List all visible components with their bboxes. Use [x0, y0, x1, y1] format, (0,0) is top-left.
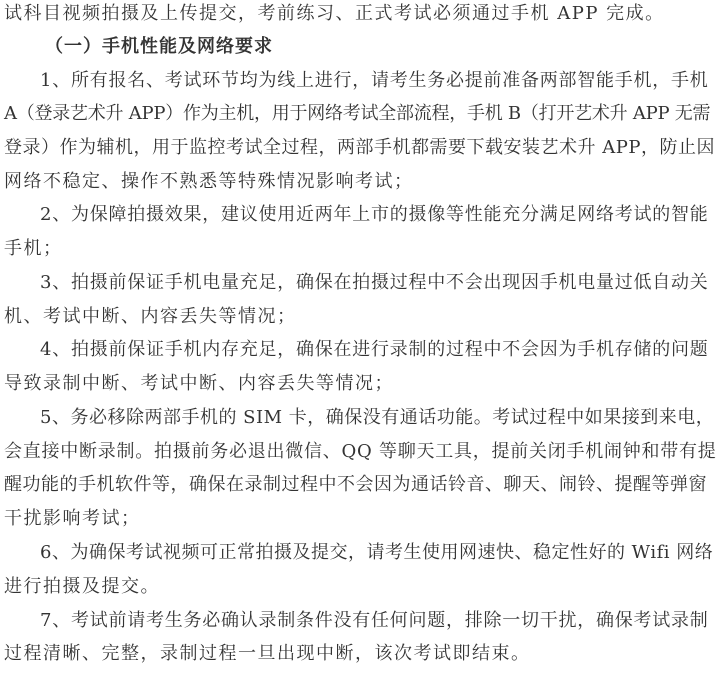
paragraph-4-line-2: 导致录制中断、考试中断、内容丢失等情况；	[4, 373, 394, 394]
section-heading: （一）手机性能及网络要求	[45, 36, 273, 57]
paragraph-1-line-4: 网络不稳定、操作不熟悉等特殊情况影响考试；	[4, 171, 414, 192]
text-line-intro: 试科目视频拍摄及上传提交，考前练习、正式考试必须通过手机 APP 完成。	[4, 3, 665, 24]
paragraph-6-line-2: 进行拍摄及提交。	[4, 576, 160, 597]
paragraph-5-line-2: 会直接中断录制。拍摄前务必退出微信、QQ 等聊天工具，提前关闭手机闹钟和带有提	[4, 441, 717, 462]
paragraph-3-line-2: 机、考试中断、内容丢失等情况；	[4, 306, 297, 327]
paragraph-2-line-1: 2、为保障拍摄效果，建议使用近两年上市的摄像等性能充分满足网络考试的智能	[40, 204, 709, 225]
paragraph-2-line-2: 手机；	[4, 238, 63, 259]
paragraph-1-line-2: A（登录艺术升 APP）作为主机，用于网络考试全部流程，手机 B（打开艺术升 APP 无需	[4, 103, 711, 124]
paragraph-3-line-1: 3、拍摄前保证手机电量充足，确保在拍摄过程中不会出现因手机电量过低自动关	[40, 272, 709, 293]
paragraph-4-line-1: 4、拍摄前保证手机内存充足，确保在进行录制的过程中不会因为手机存储的问题	[40, 339, 709, 360]
paragraph-5-line-4: 干扰影响考试；	[4, 508, 141, 529]
paragraph-7-line-2: 过程清晰、完整，录制过程一旦出现中断，该次考试即结束。	[4, 643, 531, 664]
paragraph-7-line-1: 7、考试前请考生务必确认录制条件没有任何问题，排除一切干扰，确保考试录制	[40, 610, 709, 631]
paragraph-5-line-3: 醒功能的手机软件等，确保在录制过程中不会因为通话铃音、聊天、闹铃、提醒等弹窗	[4, 474, 707, 495]
paragraph-6-line-1: 6、为确保考试视频可正常拍摄及提交，请考生使用网速快、稳定性好的 Wifi 网络	[40, 542, 714, 563]
paragraph-1-line-1: 1、所有报名、考试环节均为线上进行，请考生务必提前准备两部智能手机，手机	[40, 70, 709, 91]
paragraph-5-line-1: 5、务必移除两部手机的 SIM 卡，确保没有通话功能。考试过程中如果接到来电，	[40, 407, 715, 428]
paragraph-1-line-3: 登录）作为辅机，用于监控考试全过程，两部手机都需要下载安装艺术升 APP，防止因	[4, 137, 715, 158]
